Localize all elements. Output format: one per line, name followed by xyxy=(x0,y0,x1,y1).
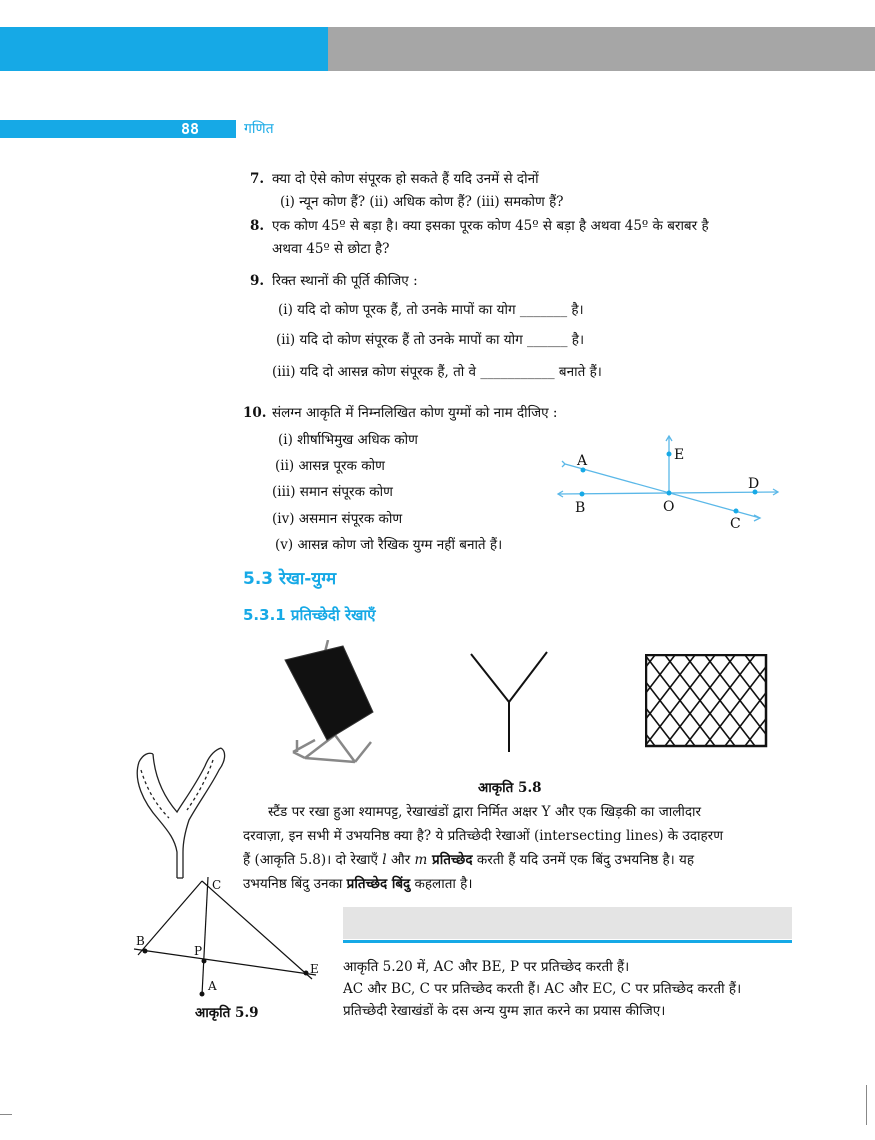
figure-5-9-caption: आकृति 5.9 xyxy=(195,1005,259,1021)
page-number: 88 xyxy=(180,120,200,138)
q7-text: क्या दो ऐसे कोण संपूरक हो सकते हैं यदि उनमें से दोनों xyxy=(272,171,539,187)
label-c: C xyxy=(730,516,741,532)
q8-line2: अथवा 45º से छोटा है? xyxy=(272,241,390,257)
body-line-1: स्टैंड पर रखा हुआ श्यामपट्ट, रेखाखंडों द्वारा निर्मित अक्षर Y और एक खिड़की का जालीदार xyxy=(268,804,702,820)
point-c xyxy=(734,509,739,514)
footer-tick xyxy=(0,1114,12,1115)
section-subtitle: 5.3.1 प्रतिच्छेदी रेखाएँ xyxy=(243,606,376,624)
point-e xyxy=(667,452,672,457)
label-o: O xyxy=(663,499,675,515)
margin-mark xyxy=(866,1085,867,1125)
header-blue-bar xyxy=(0,27,328,71)
q9-item: (ii) यदि दो कोण संपूरक हैं तो उनके मापों का योग ______ है। xyxy=(276,332,585,348)
point-b xyxy=(143,949,148,954)
q10-item: (iv) असमान संपूरक कोण xyxy=(272,511,403,527)
label-a: A xyxy=(208,979,217,993)
activity-box-rule xyxy=(343,940,792,943)
body-line-2: दरवाज़ा, इन सभी में उभयनिष्ठ क्या है? ये प्रतिच्छेदी रेखाओं (intersecting lines) के उदाहरण xyxy=(243,828,723,844)
q9-item: (i) यदि दो कोण पूरक हैं, तो उनके मापों का योग _______ है। xyxy=(278,302,584,318)
body-line-4-c: कहलाता है। xyxy=(410,876,473,892)
figure-5-8-caption: आकृति 5.8 xyxy=(478,780,542,796)
label-e: E xyxy=(310,962,319,976)
term-intersect: प्रतिच्छेद xyxy=(427,852,473,868)
q8-number: 8. xyxy=(250,218,265,234)
letter-y-figure xyxy=(465,648,555,758)
lattice-window-figure xyxy=(645,654,769,748)
label-e: E xyxy=(674,447,685,463)
point-a xyxy=(200,992,205,997)
box-line-3: प्रतिच्छेदी रेखाखंडों के दस अन्य युग्म ज्ञात करने का प्रयास कीजिए। xyxy=(343,1003,666,1019)
body-line-3-a: हैं (आकृति 5.8)। दो रेखाएँ xyxy=(243,852,383,868)
q7-number: 7. xyxy=(250,171,265,187)
q8-line1: एक कोण 45º से बड़ा है। क्या इसका पूरक कोण 45º से बड़ा है अथवा 45º के बराबर है xyxy=(272,218,709,234)
line-m-symbol: m xyxy=(414,852,428,868)
q10-text: संलग्न आकृति में निम्नलिखित कोण युग्मों को नाम दीजिए : xyxy=(272,405,558,421)
q10-item: (v) आसन्न कोण जो रैखिक युग्म नहीं बनाते हैं। xyxy=(275,537,503,553)
body-line-3 xyxy=(243,851,694,869)
q9-number: 9. xyxy=(250,273,265,289)
term-intersection-point: प्रतिच्छेद बिंदु xyxy=(346,876,411,892)
line-l-symbol: l xyxy=(382,852,387,868)
point-b xyxy=(580,492,585,497)
q9-item: (iii) यदि दो आसन्न कोण संपूरक हैं, तो वे ___________ बनाते हैं। xyxy=(272,364,602,380)
point-e xyxy=(304,971,309,976)
activity-box-header xyxy=(343,907,792,939)
segment-ce xyxy=(202,881,312,979)
subject-title: गणित xyxy=(244,121,274,137)
arrow-a xyxy=(562,461,565,467)
label-b: B xyxy=(136,934,145,948)
segment-bc xyxy=(138,881,202,955)
point-p xyxy=(202,959,207,964)
label-b: B xyxy=(575,500,586,516)
q9-text: रिक्त स्थानों की पूर्ति कीजिए : xyxy=(272,273,418,289)
segment-be xyxy=(134,949,316,975)
q10-item: (iii) समान संपूरक कोण xyxy=(272,484,393,500)
arrow-c xyxy=(754,515,760,521)
figure-5-9-triangle xyxy=(130,875,330,1000)
label-d: D xyxy=(748,476,760,492)
q7-options: (i) न्यून कोण हैं? (ii) अधिक कोण हैं? (iii) समकोण हैं? xyxy=(280,194,564,210)
label-p: P xyxy=(194,944,203,958)
angle-pairs-figure xyxy=(550,430,790,540)
blackboard-stand-image xyxy=(275,640,385,775)
segment-ca xyxy=(202,877,208,995)
label-c: C xyxy=(212,878,222,892)
blackboard-icon xyxy=(285,646,373,740)
q10-item: (i) शीर्षाभिमुख अधिक कोण xyxy=(278,432,418,448)
q10-item: (ii) आसन्न पूरक कोण xyxy=(275,458,385,474)
slingshot-sketch xyxy=(125,740,235,885)
body-line-3-c: करती हैं यदि उनमें एक बिंदु उभयनिष्ठ है। यह xyxy=(472,852,695,868)
point-o xyxy=(667,491,672,496)
body-line-4 xyxy=(243,875,472,893)
header-gray-bar xyxy=(328,27,875,71)
body-line-4-a: उभयनिष्ठ बिंदु उनका xyxy=(243,876,347,892)
body-line-3-b: और xyxy=(386,852,415,868)
label-a: A xyxy=(577,453,588,469)
box-line-2: AC और BC, C पर प्रतिच्छेद करती हैं। AC और EC, C पर प्रतिच्छेद करती हैं। xyxy=(343,981,742,997)
box-line-1: आकृति 5.20 में, AC और BE, P पर प्रतिच्छेद करती हैं। xyxy=(343,959,630,975)
q10-number: 10. xyxy=(243,405,267,421)
section-title: 5.3 रेखा-युग्म xyxy=(243,569,337,589)
